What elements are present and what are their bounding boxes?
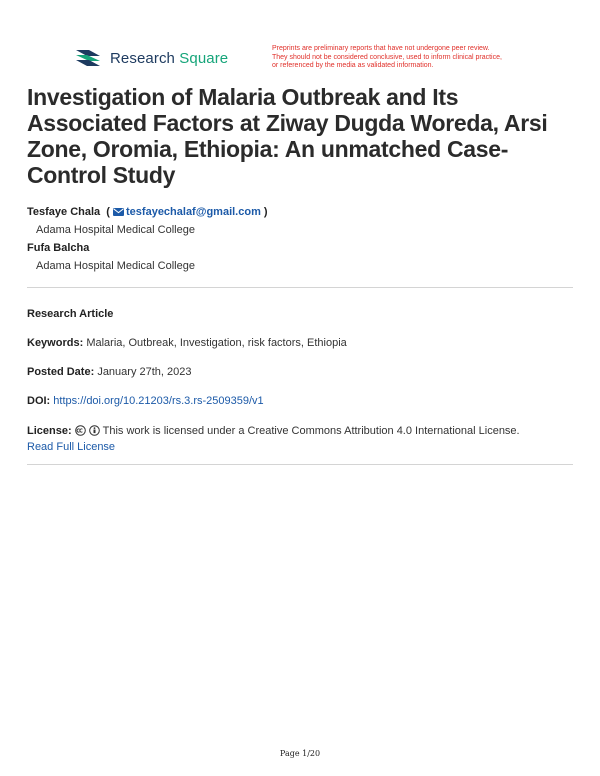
article-type (27, 306, 573, 322)
posted-date-value: January 27th, 2023 (97, 366, 192, 378)
author-1-affiliation: Adama Hospital Medical College (36, 224, 195, 236)
research-square-logo-icon (74, 47, 102, 69)
paper-title: Investigation of Malaria Outbreak and Its Associated Factors at Ziway Dugda Woreda, Arsi Zone, Oromia, Ethiopia: An unmatched Case-Control Study (27, 84, 548, 188)
preprint-disclaimer (272, 45, 542, 71)
posted-date-label: Posted Date: (27, 366, 95, 378)
keywords-value: Malaria, Outbreak, Investigation, risk factors, Ethiopia (86, 337, 347, 349)
author-2-affiliation: Adama Hospital Medical College (36, 260, 195, 272)
disclaimer-line: Preprints are preliminary reports that have not undergone peer review. (272, 45, 490, 52)
logo-word-research: Research (110, 49, 175, 67)
doi-link[interactable]: https://doi.org/10.21203/rs.3.rs-2509359/v1 (53, 395, 264, 407)
read-full-license-link[interactable]: Read Full License (27, 441, 116, 453)
article-type-label: Research Article (27, 308, 114, 320)
author-1-email-link[interactable]: tesfayechalaf@gmail.com (126, 206, 261, 218)
disclaimer-line: or referenced by the media as validated information. (272, 62, 434, 70)
logo-word-square: Square (179, 49, 229, 67)
license-text: This work is licensed under a Creative Commons Attribution 4.0 International License. (102, 425, 520, 437)
divider (27, 287, 573, 288)
page-number: Page 1/20 (279, 749, 321, 758)
license-label: License: (27, 425, 72, 437)
author-2-name: Fufa Balcha (27, 242, 90, 254)
disclaimer-line: They should not be considered conclusive, used to inform clinical practice, (272, 53, 502, 61)
author-email-wrapper: ( tesfayechalaf@gmail.com ) (103, 206, 268, 218)
author-1-name: Tesfaye Chala (27, 206, 101, 218)
logo-wordmark (110, 50, 228, 67)
creative-commons-icon (75, 425, 86, 436)
keywords-row (27, 335, 573, 351)
author-2 (27, 242, 89, 254)
research-square-logo[interactable] (74, 47, 228, 69)
doi-label: DOI: (27, 395, 51, 407)
divider (27, 464, 573, 465)
doi-row (27, 393, 573, 409)
license-row (27, 423, 573, 455)
author-1 (27, 206, 268, 218)
envelope-icon (113, 208, 124, 216)
keywords-label: Keywords: (27, 337, 84, 349)
posted-date-row (27, 364, 573, 380)
attribution-icon (89, 425, 100, 436)
